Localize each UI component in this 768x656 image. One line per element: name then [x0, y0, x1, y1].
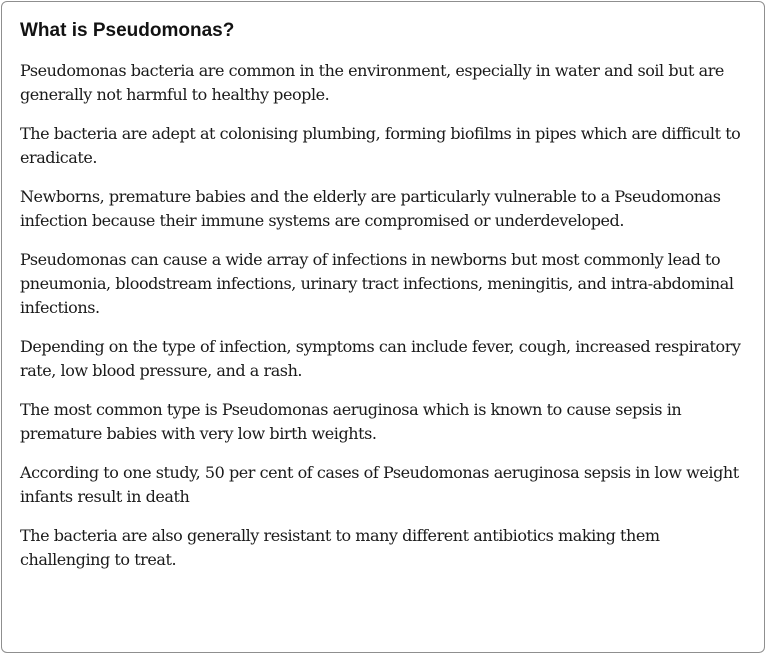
factbox-body [20, 59, 746, 572]
paragraph: The bacteria are also generally resistant to many different antibiotics making them challenging to treat. [20, 526, 660, 569]
paragraph: The most common type is Pseudomonas aeruginosa which is known to cause sepsis in premature babies with very low birth weights. [20, 400, 682, 443]
paragraph: Newborns, premature babies and the elderly are particularly vulnerable to a Pseudomonas infection because their immune systems are compromised or underdeveloped. [20, 187, 721, 230]
paragraph: Depending on the type of infection, symptoms can include fever, cough, increased respiratory rate, low blood pressure, and a rash. [20, 337, 741, 380]
factbox-title: What is Pseudomonas? [20, 20, 235, 41]
paragraph: According to one study, 50 per cent of cases of Pseudomonas aeruginosa sepsis in low weight infants result in death [20, 463, 739, 506]
factbox [1, 1, 765, 653]
paragraph: The bacteria are adept at colonising plumbing, forming biofilms in pipes which are difficult to eradicate. [20, 124, 741, 167]
paragraph: Pseudomonas bacteria are common in the environment, especially in water and soil but are generally not harmful to healthy people. [20, 61, 724, 104]
paragraph: Pseudomonas can cause a wide array of infections in newborns but most commonly lead to pneumonia, bloodstream infections, urinary tract infections, meningitis, and intra-abdominal infections. [20, 250, 734, 317]
